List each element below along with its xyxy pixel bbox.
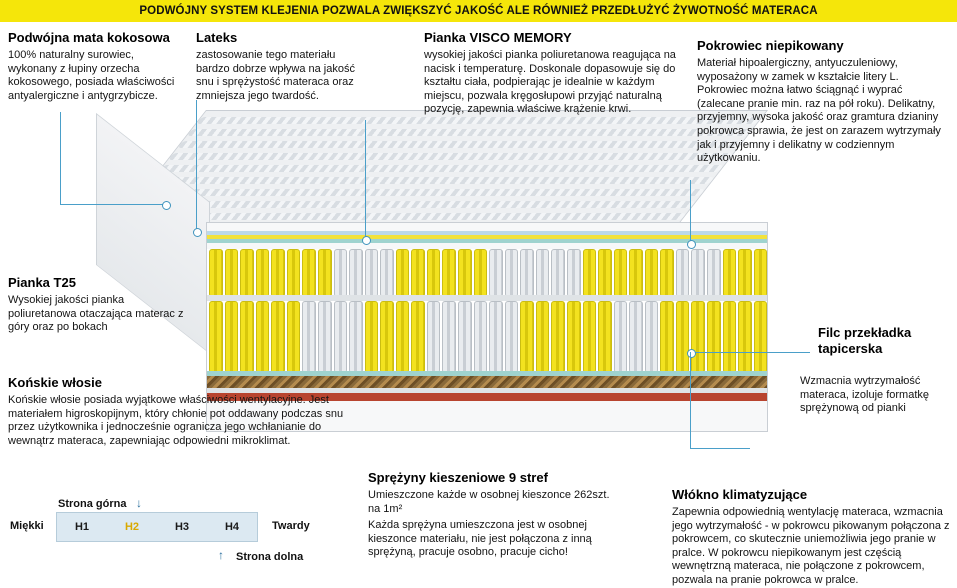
leader-wlokno-v (690, 352, 691, 448)
callout-wlosie (8, 375, 363, 448)
layer-cover (207, 223, 767, 231)
leader-dot-kokos (162, 201, 171, 210)
scale-soft-label: Miękki (10, 520, 44, 532)
arrow-up-icon: ↑ (218, 548, 224, 562)
callout-visco-title: Pianka VISCO MEMORY (424, 30, 572, 45)
callout-visco (424, 30, 679, 117)
scale-step-h3[interactable]: H3 (174, 521, 190, 533)
callout-t25 (8, 275, 186, 335)
callout-wlosie-body: Końskie włosie posiada wyjątkowe właściwości wentylacyjne. Jest materiałem higroskopijnym, który chłonie pot oddawany podczas snu przez użytkownika i jednocześnie ogranicza jego wchłanianie do wewnątrz materaca, zapewniając odpowiedni mikroklimat. (8, 394, 344, 447)
top-banner: PODWÓJNY SYSTEM KLEJENIA POZWALA ZWIĘKSZYĆ JAKOŚĆ ALE RÓWNIEŻ PRZEDŁUŻYĆ ŻYWOTNOŚĆ MATERACA (0, 0, 957, 22)
callout-filc (818, 325, 950, 360)
leader-filc-h (690, 352, 810, 353)
callout-lateks-title: Lateks (196, 30, 238, 45)
leader-dot-filc (687, 349, 696, 358)
leader-visco-v (365, 120, 366, 238)
callout-lateks-body: zastosowanie tego materiału bardzo dobrze wpływa na jakość snu i sprężystość materaca oraz zmniejsza jego twardość. (196, 49, 355, 102)
callout-wlosie-title: Końskie włosie (8, 375, 102, 390)
leader-dot-visco (362, 236, 371, 245)
callout-pokrowiec (697, 38, 949, 166)
leader-dot-pokrowiec (687, 240, 696, 249)
callout-t25-title: Pianka T25 (8, 275, 76, 290)
leader-dot-lateks (193, 228, 202, 237)
callout-kokos (8, 30, 183, 103)
hardness-scale[interactable] (56, 512, 258, 542)
scale-step-h2[interactable]: H2 (124, 521, 140, 533)
callout-wlokno (672, 487, 950, 588)
callout-filc-body: Wzmacnia wytrzymałość materaca, izoluje formatkę sprężynową od pianki (800, 375, 929, 415)
callout-pokrowiec-title: Pokrowiec niepikowany (697, 38, 844, 53)
scale-bottom-label: Strona dolna (236, 551, 304, 563)
callout-kokos-title: Podwójna mata kokosowa (8, 30, 170, 45)
leader-pokrowiec-v (690, 180, 691, 242)
scale-step-h1[interactable]: H1 (74, 521, 90, 533)
callout-lateks (196, 30, 368, 103)
scale-hard-label: Twardy (272, 520, 310, 532)
callout-filc-body-block (800, 375, 950, 416)
callout-wlokno-body: Zapewnia odpowiednią wentylację materaca, wzmacnia jego wytrzymałość - w pokrowcu pikowanym połączona z pokrowcem, co skutecznie uniemożliwia jego pranie w pralce. W pokrowcu niepikowanym jest częścią wewnętrzną materaca, nie połączone z pokrowcem, pozwala na pranie pokrowca w pralce. (672, 506, 950, 586)
callout-visco-body: wysokiej jakości pianka poliuretanowa reagująca na nacisk i temperaturę. Doskonale dopasowuje się do kształtu ciała, podpierając je idealnie w każdym miejscu, pozwala kręgosłupowi przyjąć naturalną pozycję, zapewnia właściwe krążenie krwi. (424, 49, 676, 116)
pocket-spring-row (207, 301, 767, 371)
scale-top-label: Strona górna (58, 498, 127, 510)
callout-sprezyny (368, 470, 613, 560)
callout-pokrowiec-body: Materiał hipoalergiczny, antyuczuleniowy, wyposażony w zamek w kształcie litery L. Pokrowiec można łatwo ściągnąć i wyprać (zalecane pranie min. raz na pół roku). Delikatny, przyjemny, wysoka jakość oraz gramtura dzianiny pokrowca sprawia, że jest on zarazem wytrzymały jak i przyjemny i delikatny w codziennym użytkowaniu. (697, 57, 941, 165)
callout-t25-body: Wysokiej jakości pianka poliuretanowa otaczająca materac z góry oraz po bokach (8, 294, 184, 334)
scale-step-h4[interactable]: H4 (224, 521, 240, 533)
arrow-down-icon: ↓ (136, 496, 142, 510)
leader-wlokno-h (690, 448, 750, 449)
leader-lateks-v (196, 100, 197, 230)
leader-kokos-v (60, 112, 61, 204)
mattress-top-face (112, 110, 768, 230)
foam-row-top (207, 249, 767, 295)
leader-kokos-h (60, 204, 165, 205)
callout-kokos-body: 100% naturalny surowiec, wykonany z łupiny orzecha kokosowego, posiada właściwości antyalergiczne i antygrzybicze. (8, 49, 175, 102)
callout-sprezyny-body: Umieszczone każde w osobnej kieszonce 262szt. na 1m² (368, 489, 610, 515)
callout-sprezyny-title: Sprężyny kieszeniowe 9 stref (368, 470, 548, 485)
callout-sprezyny-body2: Każda sprężyna umieszczona jest w osobnej kieszonce materiału, nie jest połączona z inną sprężyną, pracuje osobno, pracuje cicho! (368, 519, 592, 559)
callout-wlokno-title: Włókno klimatyzujące (672, 487, 808, 502)
callout-filc-title: Filc przekładka tapicerska (818, 325, 912, 356)
